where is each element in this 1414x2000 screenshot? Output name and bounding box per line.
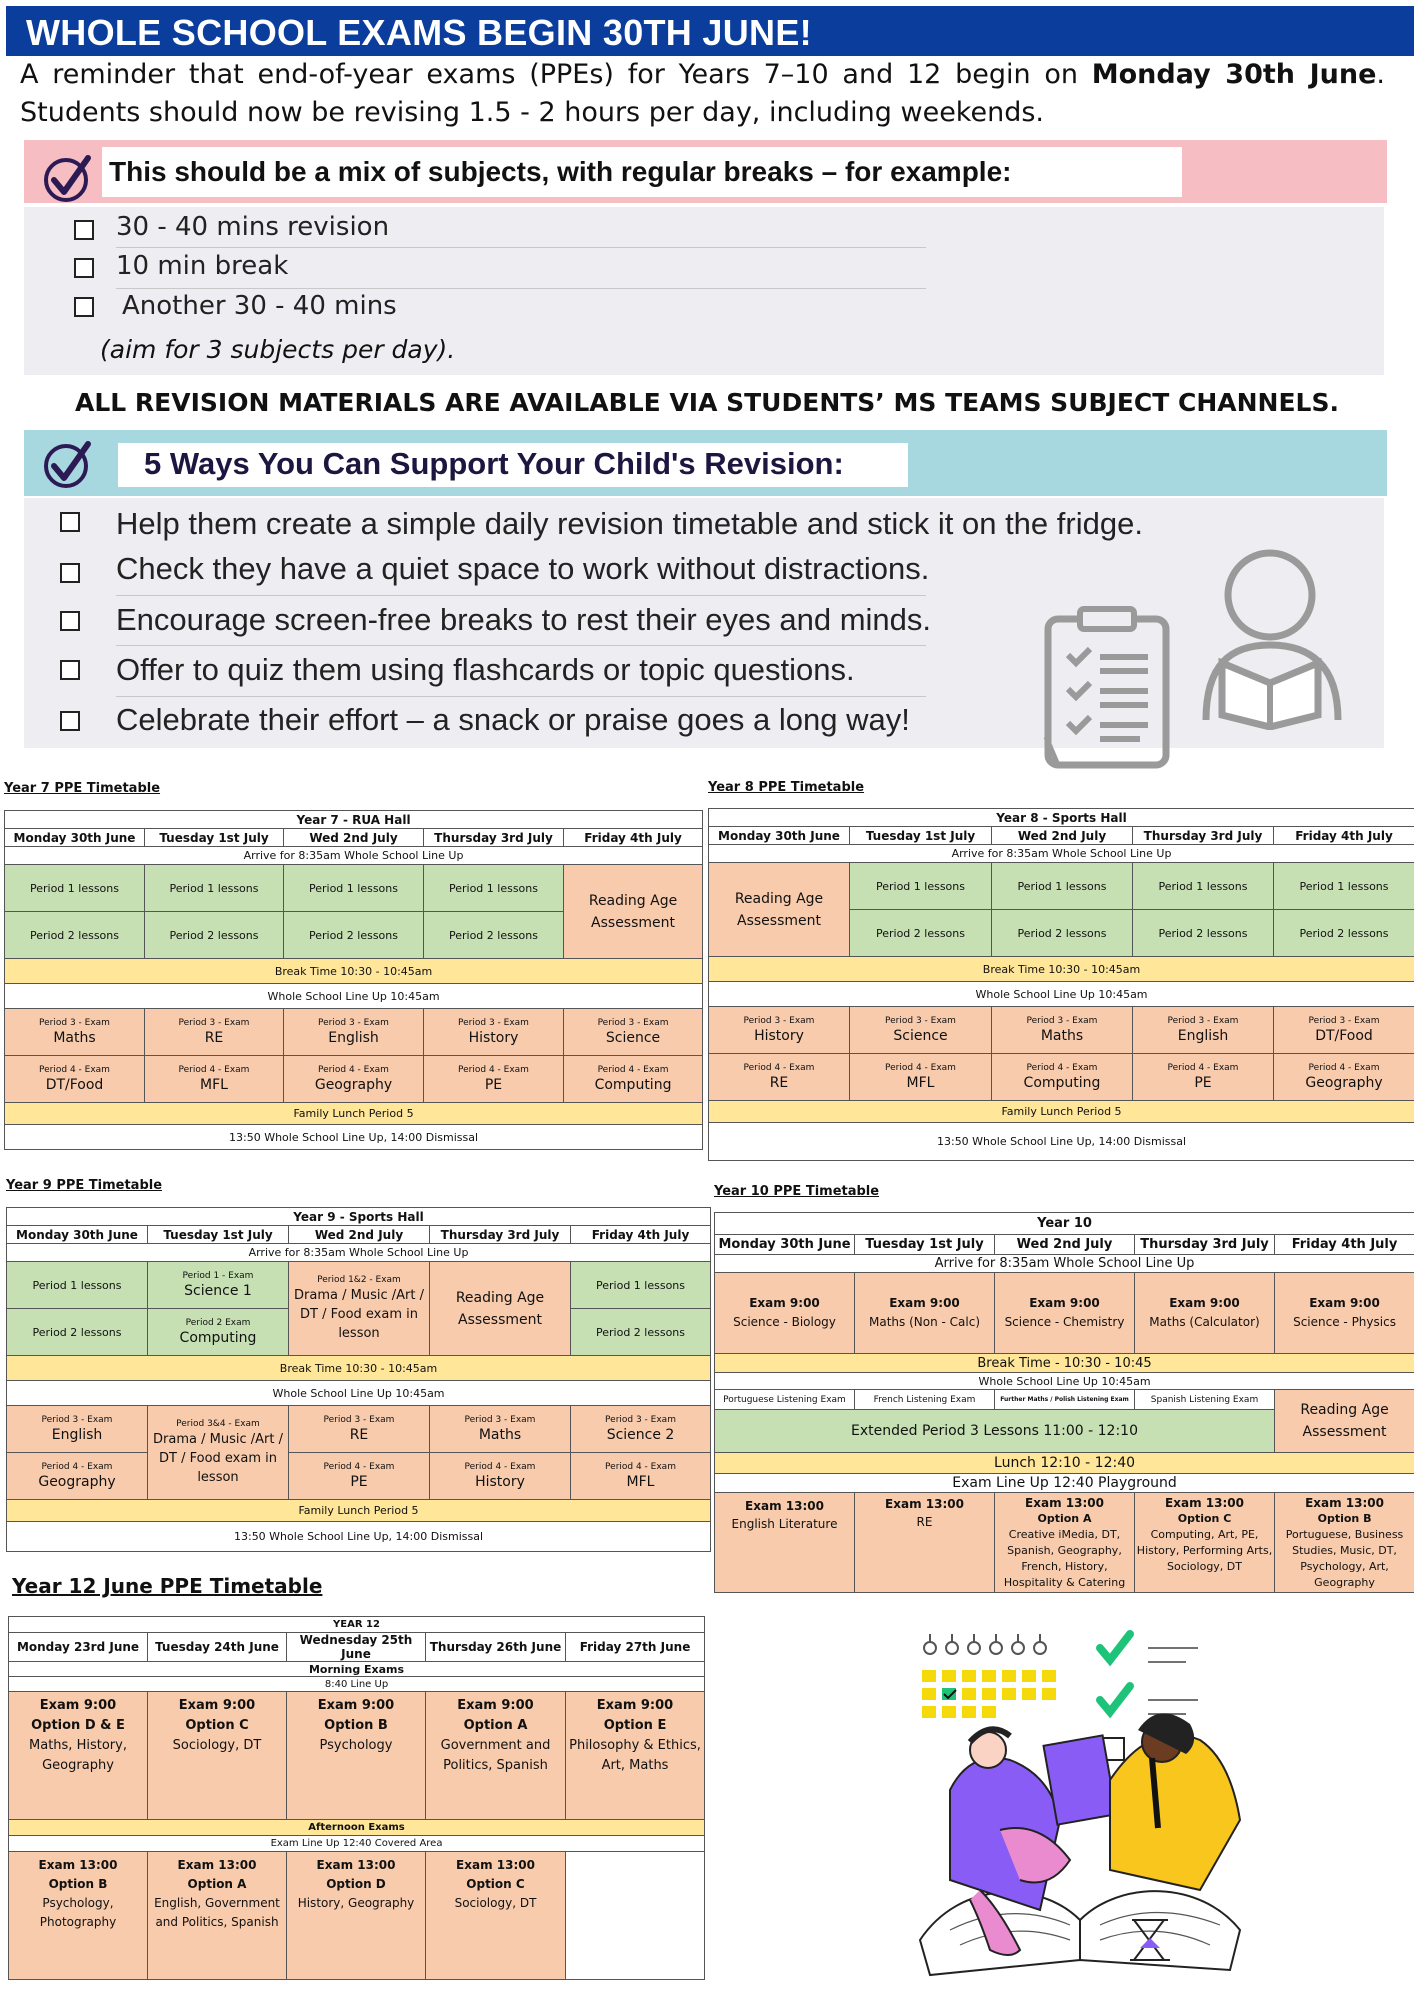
tick-icon (40, 436, 96, 492)
y10-day: Friday 4th July (1275, 1235, 1414, 1255)
y10-arrive: Arrive for 8:35am Whole School Line Up (715, 1255, 1414, 1273)
y7-cell: Period 3 - Exam English (284, 1009, 424, 1056)
intro-text (20, 56, 1385, 132)
divider (116, 247, 926, 248)
y8-timetable (708, 808, 1414, 1161)
y12-day: Wednesday 25th June (287, 1633, 426, 1662)
y9-day: Tuesday 1st July (148, 1226, 289, 1244)
y7-day: Friday 4th July (564, 829, 703, 847)
y10-cell: Exam 9:00 Science - Physics (1275, 1273, 1414, 1354)
banner-title: WHOLE SCHOOL EXAMS BEGIN 30TH JUNE! (26, 12, 812, 53)
y10-lineup: Whole School Line Up 10:45am (715, 1373, 1414, 1390)
y8-cell: Period 1 lessons (1133, 863, 1274, 910)
y10-day: Wed 2nd July (995, 1235, 1135, 1255)
y8-cell: Period 4 - Exam MFL (850, 1054, 992, 1101)
y12-hall: YEAR 12 (9, 1617, 705, 1633)
y8-day: Tuesday 1st July (850, 827, 992, 845)
y9-day: Thursday 3rd July (430, 1226, 571, 1244)
y9-cell: Period 1 lessons (571, 1262, 711, 1309)
y9-lunch: Family Lunch Period 5 (7, 1500, 711, 1522)
mix-item-1: 30 - 40 mins revision (116, 212, 390, 242)
y9-dismissal: 13:50 Whole School Line Up, 14:00 Dismissal (7, 1522, 711, 1552)
y10-cell: Exam 13:00 Option C Computing, Art, PE, History, Performing Arts, Sociology, DT (1135, 1493, 1275, 1593)
y9-cell: Period 3 - Exam Maths (430, 1406, 571, 1453)
y12-cell: Exam 9:00 Option E Philosophy & Ethics, Art, Maths (566, 1692, 705, 1820)
y10-cell: Exam 9:00 Maths (Non - Calc) (855, 1273, 995, 1354)
y8-arrive: Arrive for 8:35am Whole School Line Up (709, 845, 1414, 863)
y9-cell: Period 1&2 - Exam Drama / Music /Art / DT / Food exam in lesson (289, 1262, 430, 1356)
y9-cell: Period 1 lessons (7, 1262, 148, 1309)
y9-cell: Period 4 - Exam MFL (571, 1453, 711, 1500)
support-item-5: Celebrate their effort – a snack or praise goes a long way! (116, 702, 910, 737)
y9-cell: Period 4 - Exam PE (289, 1453, 430, 1500)
y10-exam-lineup: Exam Line Up 12:40 Playground (715, 1474, 1414, 1493)
y7-cell: Period 1 lessons (424, 865, 564, 912)
y10-cell: Reading Age Assessment (1275, 1390, 1414, 1453)
person-reading-icon (1190, 545, 1355, 730)
y10-cell: Exam 9:00 Science - Chemistry (995, 1273, 1135, 1354)
support-item-1: Help them create a simple daily revision timetable and stick it on the fridge. (116, 506, 1143, 541)
y7-day: Thursday 3rd July (424, 829, 564, 847)
y10-cell: Exam 13:00 English Literature (715, 1493, 855, 1593)
y8-cell: Period 4 - Exam PE (1133, 1054, 1274, 1101)
y12-cell: Exam 9:00 Option C Sociology, DT (148, 1692, 287, 1820)
y9-cell: Period 3 - Exam English (7, 1406, 148, 1453)
y12-cell: Exam 13:00 Option B Psychology, Photography (9, 1852, 148, 1980)
y7-cell: Period 2 lessons (5, 912, 145, 959)
y7-dismissal: 13:50 Whole School Line Up, 14:00 Dismissal (5, 1125, 703, 1150)
y9-cell: Period 3 - Exam Science 2 (571, 1406, 711, 1453)
y7-lineup: Whole School Line Up 10:45am (5, 984, 703, 1009)
divider (116, 645, 926, 646)
y8-cell: Period 2 lessons (1274, 910, 1414, 957)
y7-cell: Period 1 lessons (5, 865, 145, 912)
y10-cell: Exam 13:00 Option A Creative iMedia, DT, Spanish, Geography, French, History, Hospitality & Catering (995, 1493, 1135, 1593)
y12-day: Monday 23rd June (9, 1633, 148, 1662)
y7-cell: Reading Age Assessment (564, 865, 703, 959)
y7-cell: Period 2 lessons (424, 912, 564, 959)
y8-cell: Period 1 lessons (850, 863, 992, 910)
y12-day: Tuesday 24th June (148, 1633, 287, 1662)
y8-cell: Period 2 lessons (1133, 910, 1274, 957)
mix-item-3: Another 30 - 40 mins (122, 291, 397, 321)
support-item-3: Encourage screen-free breaks to rest their eyes and minds. (116, 602, 932, 637)
y10-day: Monday 30th June (715, 1235, 855, 1255)
y12-pm-lineup: Exam Line Up 12:40 Covered Area (9, 1836, 705, 1852)
y8-hall: Year 8 - Sports Hall (709, 809, 1414, 827)
y9-break: Break Time 10:30 - 10:45am (7, 1356, 711, 1381)
checkbox-icon (60, 660, 80, 680)
y8-lunch: Family Lunch Period 5 (709, 1101, 1414, 1123)
y12-cell: Exam 9:00 Option A Government and Politics, Spanish (426, 1692, 566, 1820)
y8-cell: Period 3 - Exam History (709, 1007, 850, 1054)
y10-break: Break Time - 10:30 - 10:45 (715, 1354, 1414, 1373)
y9-day: Friday 4th July (571, 1226, 711, 1244)
y8-day: Friday 4th July (1274, 827, 1414, 845)
y9-cell: Period 4 - Exam History (430, 1453, 571, 1500)
y9-cell: Period 2 lessons (7, 1309, 148, 1356)
y8-title: Year 8 PPE Timetable (708, 780, 865, 795)
y9-cell: Reading Age Assessment (430, 1262, 571, 1356)
y7-cell: Period 4 - Exam Computing (564, 1056, 703, 1103)
y12-cell: Exam 13:00 Option D History, Geography (287, 1852, 426, 1980)
y7-cell: Period 3 - Exam RE (145, 1009, 284, 1056)
checkbox-icon (60, 563, 80, 583)
y12-lineup: 8:40 Line Up (9, 1677, 705, 1692)
checkbox-icon (60, 711, 80, 731)
y10-day: Thursday 3rd July (1135, 1235, 1275, 1255)
y10-cell: Spanish Listening Exam (1135, 1390, 1275, 1410)
y7-cell: Period 4 - Exam PE (424, 1056, 564, 1103)
intro-part1: A reminder that end-of-year exams (PPEs) for Years 7–10 and 12 begin on (20, 59, 1092, 90)
y8-cell: Period 3 - Exam Maths (992, 1007, 1133, 1054)
y7-lunch: Family Lunch Period 5 (5, 1103, 703, 1125)
y8-cell: Period 2 lessons (992, 910, 1133, 957)
y7-cell: Period 3 - Exam Science (564, 1009, 703, 1056)
y7-day: Tuesday 1st July (145, 829, 284, 847)
y7-cell: Period 4 - Exam DT/Food (5, 1056, 145, 1103)
y10-cell: French Listening Exam (855, 1390, 995, 1410)
y8-cell: Period 3 - Exam DT/Food (1274, 1007, 1414, 1054)
y12-cell-empty (566, 1852, 705, 1980)
y9-day: Monday 30th June (7, 1226, 148, 1244)
y10-timetable (714, 1212, 1414, 1593)
y12-cell: Exam 13:00 Option C Sociology, DT (426, 1852, 566, 1980)
students-studying-illustration (900, 1630, 1320, 2000)
y8-cell: Period 4 - Exam RE (709, 1054, 850, 1101)
y9-cell: Period 3 - Exam RE (289, 1406, 430, 1453)
y7-cell: Period 2 lessons (284, 912, 424, 959)
y12-cell: Exam 9:00 Option B Psychology (287, 1692, 426, 1820)
y7-day: Wed 2nd July (284, 829, 424, 847)
y7-arrive: Arrive for 8:35am Whole School Line Up (5, 847, 703, 865)
y8-cell: Reading Age Assessment (709, 863, 850, 957)
y10-cell: Exam 9:00 Science - Biology (715, 1273, 855, 1354)
y10-day: Tuesday 1st July (855, 1235, 995, 1255)
checkbox-icon (60, 512, 80, 532)
y12-morning: Morning Exams (9, 1662, 705, 1677)
support-item-2: Check they have a quiet space to work without distractions. (116, 551, 930, 586)
y8-day: Monday 30th June (709, 827, 850, 845)
y10-title: Year 10 PPE Timetable (714, 1184, 880, 1199)
y9-title: Year 9 PPE Timetable (6, 1178, 163, 1193)
clipboard-checklist-icon (1040, 605, 1175, 770)
checkbox-icon (74, 297, 94, 317)
y10-cell: Further Maths / Polish Listening Exam (995, 1390, 1135, 1410)
y9-hall: Year 9 - Sports Hall (7, 1208, 711, 1226)
y10-hall: Year 10 (715, 1213, 1414, 1235)
y8-cell: Period 4 - Exam Computing (992, 1054, 1133, 1101)
y8-day: Wed 2nd July (992, 827, 1133, 845)
y10-cell: Portuguese Listening Exam (715, 1390, 855, 1410)
banner (6, 6, 1414, 56)
y9-lineup: Whole School Line Up 10:45am (7, 1381, 711, 1406)
y9-day: Wed 2nd July (289, 1226, 430, 1244)
y7-cell: Period 3 - Exam History (424, 1009, 564, 1056)
y9-arrive: Arrive for 8:35am Whole School Line Up (7, 1244, 711, 1262)
checkbox-icon (60, 611, 80, 631)
checkbox-icon (74, 220, 94, 240)
support-item-4: Offer to quiz them using flashcards or topic questions. (116, 652, 855, 687)
materials-notice: ALL REVISION MATERIALS ARE AVAILABLE VIA STUDENTS’ MS TEAMS SUBJECT CHANNELS. (75, 388, 1339, 417)
y12-title: Year 12 June PPE Timetable (12, 1574, 323, 1598)
y12-timetable (8, 1616, 705, 1980)
y9-cell: Period 4 - Exam Geography (7, 1453, 148, 1500)
intro-date: Monday 30th June (1091, 59, 1377, 90)
y9-cell: Period 1 - Exam Science 1 (148, 1262, 289, 1309)
mix-note: (aim for 3 subjects per day). (100, 335, 456, 364)
y8-cell: Period 4 - Exam Geography (1274, 1054, 1414, 1101)
y7-cell: Period 3 - Exam Maths (5, 1009, 145, 1056)
y10-cell: Exam 13:00 RE (855, 1493, 995, 1593)
y12-day: Friday 27th June (566, 1633, 705, 1662)
y8-cell: Period 1 lessons (1274, 863, 1414, 910)
checkbox-icon (74, 258, 94, 278)
y10-extended: Extended Period 3 Lessons 11:00 - 12:10 (715, 1410, 1275, 1453)
y12-cell: Exam 13:00 Option A English, Government and Politics, Spanish (148, 1852, 287, 1980)
y8-lineup: Whole School Line Up 10:45am (709, 982, 1414, 1007)
tick-icon (40, 150, 96, 206)
y7-cell: Period 2 lessons (145, 912, 284, 959)
y7-hall: Year 7 - RUA Hall (5, 811, 703, 829)
y7-cell: Period 1 lessons (145, 865, 284, 912)
y8-break: Break Time 10:30 - 10:45am (709, 957, 1414, 982)
y7-day: Monday 30th June (5, 829, 145, 847)
y7-break: Break Time 10:30 - 10:45am (5, 959, 703, 984)
support-heading: 5 Ways You Can Support Your Child's Revision: (144, 446, 844, 481)
y9-timetable (6, 1207, 711, 1552)
divider (116, 696, 926, 697)
y10-cell: Exam 13:00 Option B Portuguese, Business Studies, Music, DT, Psychology, Art, Geography (1275, 1493, 1414, 1593)
y9-cell: Period 2 Exam Computing (148, 1309, 289, 1356)
y9-cell: Period 2 lessons (571, 1309, 711, 1356)
y10-cell: Exam 9:00 Maths (Calculator) (1135, 1273, 1275, 1354)
y8-cell: Period 3 - Exam English (1133, 1007, 1274, 1054)
y7-title: Year 7 PPE Timetable (4, 781, 161, 796)
y12-cell: Exam 9:00 Option D & E Maths, History, Geography (9, 1692, 148, 1820)
y7-cell: Period 4 - Exam MFL (145, 1056, 284, 1103)
mix-item-2: 10 min break (116, 251, 289, 281)
y8-day: Thursday 3rd July (1133, 827, 1274, 845)
y8-dismissal: 13:50 Whole School Line Up, 14:00 Dismissal (709, 1123, 1414, 1161)
y8-cell: Period 3 - Exam Science (850, 1007, 992, 1054)
y12-afternoon: Afternoon Exams (9, 1820, 705, 1836)
y8-cell: Period 2 lessons (850, 910, 992, 957)
y7-timetable (4, 810, 703, 1150)
divider (116, 595, 926, 596)
mix-heading: This should be a mix of subjects, with regular breaks – for example: (109, 156, 1012, 187)
y7-cell: Period 1 lessons (284, 865, 424, 912)
y12-day: Thursday 26th June (426, 1633, 566, 1662)
intro-part2: . Students should now be revising 1.5 - 2 hours per day, including weekends. (20, 59, 1385, 128)
y9-cell: Period 3&4 - Exam Drama / Music /Art / DT / Food exam in lesson (148, 1406, 289, 1500)
y7-cell: Period 4 - Exam Geography (284, 1056, 424, 1103)
y10-lunch: Lunch 12:10 - 12:40 (715, 1453, 1414, 1474)
y8-cell: Period 1 lessons (992, 863, 1133, 910)
divider (116, 288, 926, 289)
